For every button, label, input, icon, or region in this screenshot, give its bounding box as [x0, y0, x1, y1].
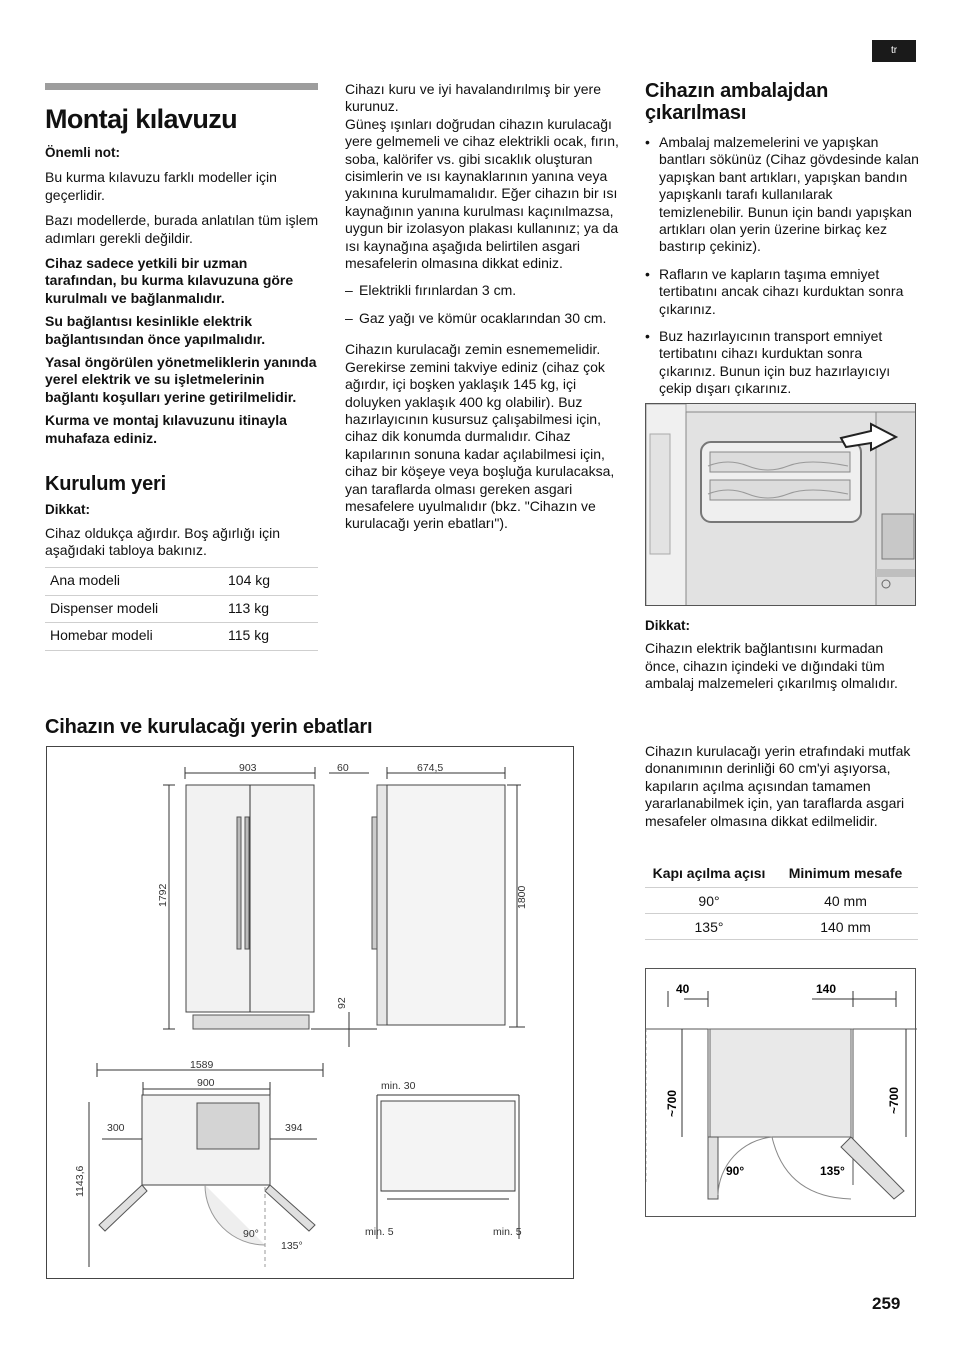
dim-700-right: ~700 [887, 1086, 901, 1114]
min-30: min. 30 [381, 1080, 416, 1092]
min-distance-value: 40 mm [773, 888, 918, 914]
dim-1800: 1800 [516, 885, 528, 909]
table-row [45, 568, 318, 595]
clearance-diagram [645, 968, 916, 1217]
dim-40: 40 [676, 982, 690, 996]
angle-value: 135° [645, 914, 773, 940]
angle-90-label: 90° [726, 1164, 745, 1178]
dim-1143: 1143,6 [74, 1165, 86, 1197]
dim-1792: 1792 [157, 883, 169, 907]
important-text-1: Bu kurma kılavuzu farklı modeller için geçerlidir. [45, 169, 277, 203]
bullet-item: • Buz hazırlayıcının transport emniyet tertibatını cihazı kurduktan sonra çıkarınız. Bunun için buz hazırlayıcıyı çekip dışarı çıkarınız. [645, 328, 920, 398]
important-text-2: Bazı modellerde, burada anlatılan tüm işlem adımları gerekli değildir. [45, 212, 319, 246]
caution-label: Dikkat: [45, 502, 91, 518]
model-weight: 113 kg [223, 595, 318, 622]
min-distance-value: 140 mm [773, 914, 918, 940]
page-title: Montaj kılavuzu [45, 104, 238, 134]
column-left [45, 144, 320, 651]
model-weight: 115 kg [223, 623, 318, 650]
bullet-item: • Ambalaj malzemelerini ve yapışkan bantları sökünüz (Cihaz gövdesinde kalan yapışkan bant artıkları, yapışkan bandın yapışkanlı tarafı kullanılarak temizlenebilir. Bunun için bandı yapışkan artıkları olan yerin üzerine birkaç kez bastırıp çekiniz). [645, 134, 920, 256]
column-middle [345, 81, 623, 533]
section-title-unpacking: Cihazın ambalajdan çıkarılması [645, 80, 829, 124]
min-5-left: min. 5 [365, 1226, 394, 1238]
dim-60: 60 [337, 762, 349, 774]
dim-700-left: ~700 [665, 1089, 679, 1117]
min-5-right: min. 5 [493, 1226, 522, 1238]
ice-maker-illustration [646, 404, 916, 606]
dim-900: 900 [197, 1077, 215, 1089]
clearance-block [645, 743, 920, 830]
language-tab: tr [872, 40, 916, 62]
door-table-wrap [645, 863, 918, 940]
dim-674: 674,5 [417, 762, 444, 774]
column-right [645, 80, 920, 398]
warning-text-3: Yasal öngörülen yönetmeliklerin yanında yerel elektrik ve su işletmelerinin bağlantı koşulları yerine getirilmelidir. [45, 354, 317, 405]
clearance-diagram-svg [646, 969, 917, 1218]
door-clearance-table [645, 863, 918, 940]
important-label: Önemli not: [45, 145, 120, 160]
weight-intro: Cihaz oldukça ağırdır. Boş ağırlığı için aşağıdaki tabloya bakınız. [45, 524, 281, 558]
warning-text-2: Su bağlantısı kesinlikle elektrik bağlantısından önce yapılmalıdır. [45, 313, 266, 347]
header-angle: Kapı açılma açısı [645, 863, 773, 888]
table-row [45, 595, 318, 622]
section-title-installation-site: Kurulum yeri [45, 473, 166, 496]
angle-90: 90° [243, 1228, 259, 1240]
floor-text: Cihazın kurulacağı zemin esnememelidir. Gerekirse zemini takviye ediniz (cihaz çok ağırdır, içi boşken yaklaşık 145 kg, içi doluyken yaklaşık 400 kg olabilir). Buz hazırlayıcının kusursuz çalışabilmesi için, cihaz dik konumda durmalıdır. Cihaz kapılarının sonuna kadar açılabilmesi için, cihaz bir köşeye veya boşluğa kurulacaksa, yan taraflarda olması gereken asgari mesafelere uyulmalıdır (bkz. "Cihazın ve kurulacağı yerin ebatları"). [345, 341, 615, 532]
dim-1589: 1589 [190, 1059, 214, 1071]
bullet-item: • Rafların ve kapların taşıma emniyet tertibatını ancak cihazı kurduktan sonra çıkarınız. [645, 266, 920, 318]
model-name: Homebar modeli [45, 623, 223, 650]
table-row [645, 914, 918, 940]
model-name: Ana modeli [45, 568, 223, 595]
dimension-drawings-svg [47, 747, 575, 1280]
dim-903: 903 [239, 762, 257, 774]
dim-394: 394 [285, 1122, 303, 1134]
dim-300: 300 [107, 1122, 125, 1134]
warning-text-4: Kurma ve montaj kılavuzunu itinayla muhafaza ediniz. [45, 412, 287, 446]
table-row [645, 888, 918, 914]
angle-135-label: 135° [820, 1164, 845, 1178]
weight-table [45, 567, 318, 650]
dimension-drawings [46, 746, 574, 1279]
table-row [45, 623, 318, 650]
model-weight: 104 kg [223, 568, 318, 595]
page-number: 259 [872, 1294, 901, 1313]
caution-block [645, 617, 920, 693]
distance-item-oven: – Elektrikli fırınlardan 3 cm. [345, 282, 623, 299]
section-title-dimensions: Cihazın ve kurulacağı yerin ebatları [45, 716, 373, 738]
header-min-distance: Minimum mesafe [773, 863, 918, 888]
table-header-row [645, 863, 918, 888]
warning-text-1: Cihaz sadece yetkili bir uzman tarafından, bu kurma kılavuzuna göre kurulmalı ve bağlanmalıdır. [45, 255, 294, 306]
angle-value: 90° [645, 888, 773, 914]
placement-text-1: Cihazı kuru ve iyi havalandırılmış bir yere kurunuz. [345, 81, 601, 115]
ice-maker-photo [645, 403, 916, 606]
caution-label-2: Dikkat: [645, 618, 691, 633]
angle-135: 135° [281, 1240, 303, 1252]
title-rule [45, 83, 318, 90]
caution-text: Cihazın elektrik bağlantısını kurmadan önce, cihazın içindeki ve dığındaki tüm ambalaj malzemeleri çıkarılmış olmalıdır. [645, 640, 898, 692]
clearance-text: Cihazın kurulacağı yerin etrafındaki mutfak donanımının derinliği 60 cm'yi aşıyorsa, kapıların açılma açısından tamamen yararlanabilmek için, yan taraflarda asgari mesafeler olmasına dikkat edilmelidir. [645, 743, 911, 829]
dim-92: 92 [336, 997, 348, 1009]
placement-text-2: Güneş ışınları doğrudan cihazın kurulacağı yere gelmemeli ve cihaz elektrikli ocak, fırın, soba, kalörifer vs. gibi sıcaklık oluşturan cisimlerin ve ısı kaynaklarının yanına veya yakınına kurulmamalıdır. Eğer cihazın bir ısı kaynağının yanına kurulması kaçınılmazsa, uygun bir izolasyon plakası kullanınız; ya da ısı kaynağına aşağıda belirtilen asgari mesafelerin olmasına dikkat ediniz. [345, 115, 619, 272]
dim-140: 140 [816, 982, 837, 996]
model-name: Dispenser modeli [45, 595, 223, 622]
distance-item-stove: – Gaz yağı ve kömür ocaklarından 30 cm. [345, 310, 623, 327]
